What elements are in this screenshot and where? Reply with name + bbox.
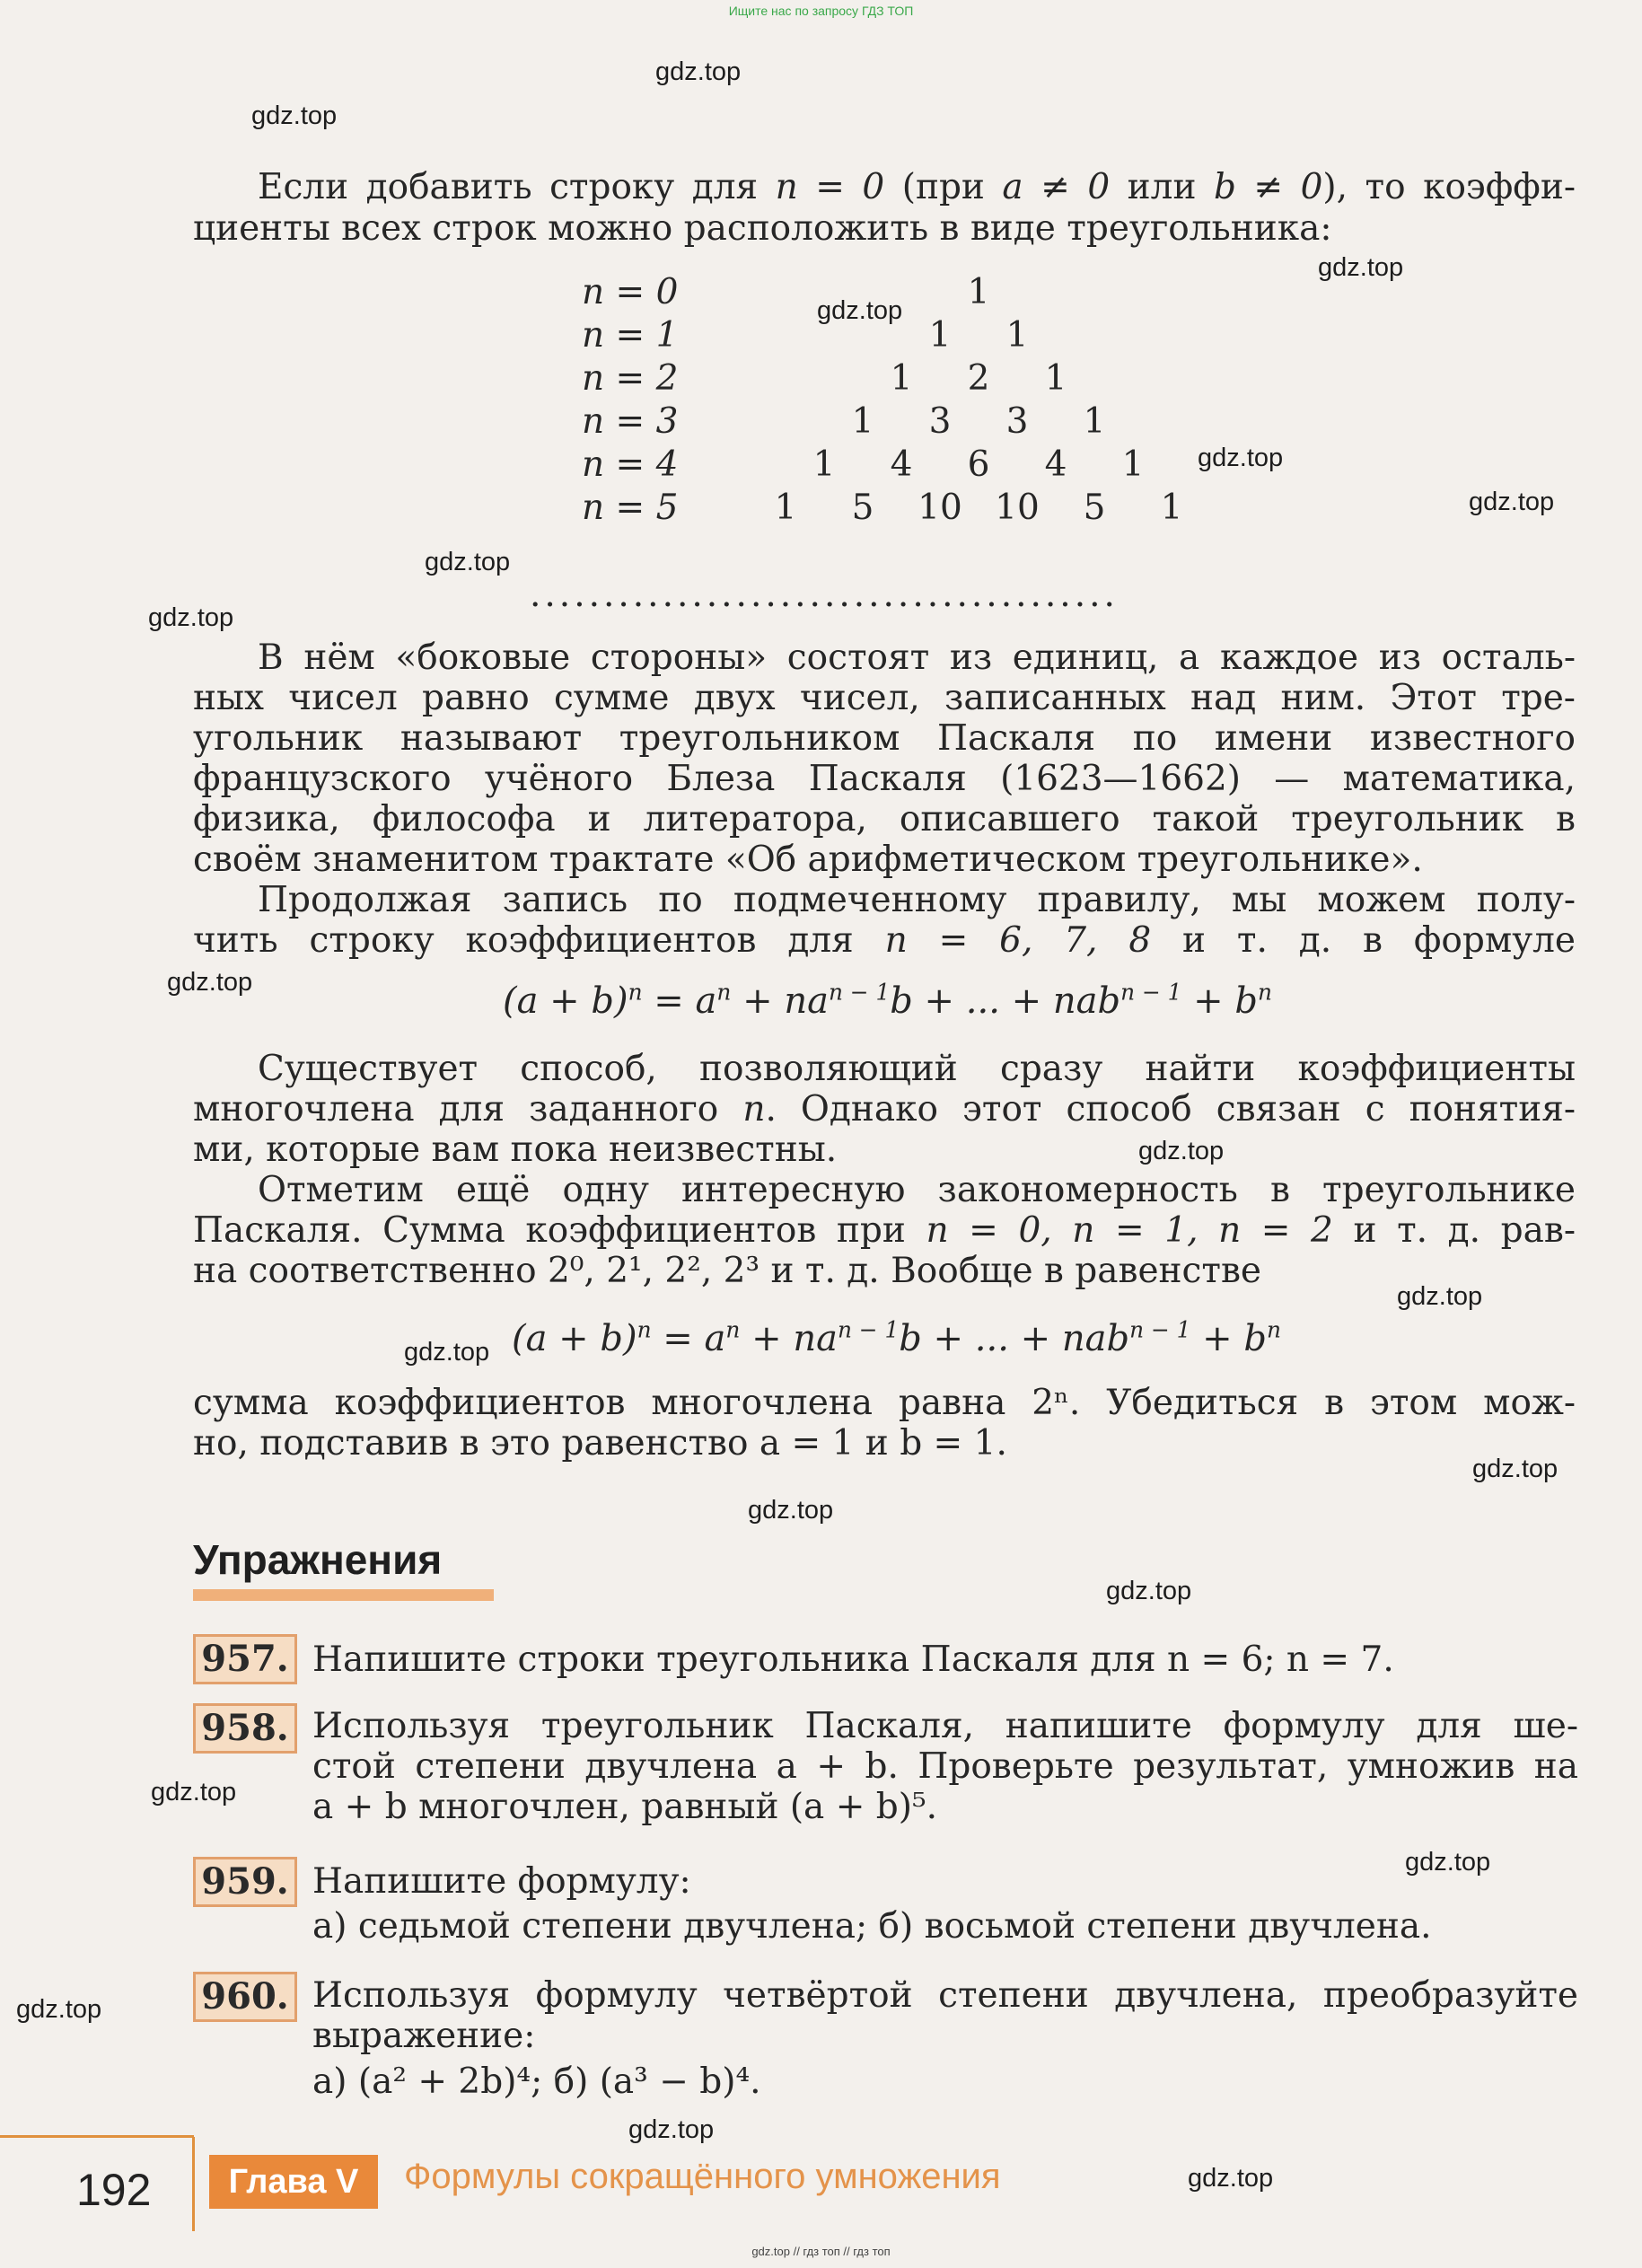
para4-line-3: на соответственно 2⁰, 2¹, 2², 2³ и т. д. Вообще в равенстве <box>193 1251 1261 1291</box>
para1-line: угольник называют треугольником Паскаля по имени известного <box>193 718 1576 759</box>
exercise-text: Используя формулу четвёртой степени двучлена, преобразуйте <box>312 1975 1578 2016</box>
watermark: gdz.top <box>1397 1282 1483 1311</box>
para1-line: французского учёного Блеза Паскаля (1623—1662) — математика, <box>193 759 1576 799</box>
watermark: gdz.top <box>817 296 903 325</box>
para1-line: своём знаменитом трактате «Об арифметическом треугольнике». <box>193 840 1423 880</box>
para1-line: В нём «боковые стороны» состоят из единиц, а каждое из осталь- <box>258 637 1576 678</box>
exercise-number: 958. <box>193 1703 297 1754</box>
para1-line: физика, философа и литератора, описавшего такой треугольник в <box>193 799 1576 840</box>
para4-line-2: Паскаля. Сумма коэффициентов при n = 0, n = 1, n = 2 и т. д. рав- <box>193 1210 1576 1251</box>
watermark: gdz.top <box>748 1496 834 1525</box>
watermark: gdz.top <box>628 2115 715 2144</box>
triangle-dots: ........................................ <box>530 575 1119 615</box>
para3-line-2: многочлена для заданного n. Однако этот способ связан с понятия- <box>193 1089 1576 1130</box>
exercise-text: а) (a² + 2b)⁴; б) (a³ − b)⁴. <box>312 2061 761 2102</box>
binomial-formula-2: $(a + b)^n = a^n + na^{n - 1}b$ + ... + $nab^{n - 1} + b^n$ <box>512 1316 1281 1359</box>
triangle-row-label: n = 3 <box>582 401 679 442</box>
watermark: gdz.top <box>16 1995 102 2024</box>
exercise-text: a + b многочлен, равный (a + b)⁵. <box>312 1787 937 1827</box>
triangle-coefficient: 5 <box>1083 488 1106 528</box>
watermark: gdz.top <box>151 1778 237 1806</box>
para3-line-1: Существует способ, позволяющий сразу найти коэффициенты <box>258 1049 1576 1089</box>
exercise-number: 957. <box>193 1634 297 1684</box>
chapter-label: Глава V <box>209 2155 378 2209</box>
exercise-text: выражение: <box>312 2016 536 2056</box>
triangle-coefficient: 10 <box>918 488 962 528</box>
header-note: Ищите нас по запросу ГДЗ ТОП <box>728 4 914 18</box>
para2-line-1: Продолжая запись по подмеченному правилу, мы можем полу- <box>258 880 1576 920</box>
para4-line-1: Отметим ещё одну интересную закономерность в треугольнике <box>258 1170 1576 1210</box>
para4-line-5: но, подставив в это равенство a = 1 и b = 1. <box>193 1423 1007 1464</box>
intro-line-2: циенты всех строк можно расположить в виде треугольника: <box>193 208 1332 249</box>
watermark: gdz.top <box>167 968 253 997</box>
triangle-coefficient: 1 <box>890 358 913 399</box>
triangle-coefficient: 1 <box>1083 401 1106 442</box>
triangle-coefficient: 4 <box>1044 444 1067 485</box>
triangle-row-label: n = 4 <box>582 444 679 485</box>
triangle-row-label: n = 0 <box>582 272 679 312</box>
page-number: 192 <box>76 2165 152 2215</box>
watermark: gdz.top <box>425 548 511 576</box>
triangle-coefficient: 1 <box>1160 488 1183 528</box>
triangle-row-label: n = 5 <box>582 488 679 528</box>
chapter-title: Формулы сокращённого умножения <box>404 2157 1001 2196</box>
footer-rule <box>0 2135 194 2138</box>
triangle-coefficient: 10 <box>995 488 1040 528</box>
watermark: gdz.top <box>1106 1577 1192 1605</box>
triangle-coefficient: 1 <box>851 401 874 442</box>
triangle-coefficient: 1 <box>1121 444 1145 485</box>
triangle-row-label: n = 2 <box>582 358 679 399</box>
exercises-title: Упражнения <box>193 1536 443 1583</box>
watermark: gdz.top <box>1138 1137 1225 1165</box>
triangle-coefficient: 1 <box>774 488 797 528</box>
exercise-text: Используя треугольник Паскаля, напишите формулу для ше- <box>312 1706 1578 1746</box>
binomial-formula: $(a + b)^n = a^n + na^{n - 1}b$ + ... + $nab^{n - 1} + b^n$ <box>503 979 1272 1022</box>
watermark: gdz.top <box>1198 444 1284 472</box>
triangle-coefficient: 3 <box>1005 401 1029 442</box>
footer-divider <box>192 2137 195 2231</box>
watermark: gdz.top <box>404 1338 490 1367</box>
triangle-coefficient: 1 <box>1005 315 1029 356</box>
intro-line-1: Если добавить строку для n = 0 (при a ≠ 0 или b ≠ 0), то коэффи- <box>258 167 1576 207</box>
exercise-number: 960. <box>193 1972 297 2022</box>
para3-line-3: ми, которые вам пока неизвестны. <box>193 1130 838 1170</box>
watermark: gdz.top <box>1188 2164 1274 2193</box>
triangle-coefficient: 2 <box>967 358 990 399</box>
triangle-coefficient: 4 <box>890 444 913 485</box>
section-underline <box>193 1589 494 1601</box>
watermark: gdz.top <box>1318 253 1404 282</box>
watermark: gdz.top <box>1405 1848 1491 1877</box>
para4-line-4: сумма коэффициентов многочлена равна 2ⁿ. Убедиться в этом мож- <box>193 1383 1576 1423</box>
watermark: gdz.top <box>655 57 742 86</box>
watermark: gdz.top <box>148 603 234 632</box>
exercise-text: Напишите строки треугольника Паскаля для n = 6; n = 7. <box>312 1639 1394 1680</box>
triangle-coefficient: 1 <box>928 315 952 356</box>
watermark: gdz.top <box>1469 488 1555 516</box>
triangle-coefficient: 5 <box>851 488 874 528</box>
triangle-row-label: n = 1 <box>582 315 679 356</box>
triangle-coefficient: 3 <box>928 401 952 442</box>
triangle-coefficient: 1 <box>967 272 990 312</box>
exercise-text: а) седьмой степени двучлена; б) восьмой степени двучлена. <box>312 1906 1432 1947</box>
footer-note: gdz.top // гдз топ // гдз топ <box>751 2245 891 2258</box>
triangle-coefficient: 1 <box>812 444 836 485</box>
watermark: gdz.top <box>251 101 338 130</box>
triangle-coefficient: 6 <box>967 444 990 485</box>
para2-line-2: чить строку коэффициентов для n = 6, 7, 8 и т. д. в формуле <box>193 920 1576 961</box>
exercise-text: Напишите формулу: <box>312 1861 691 1902</box>
watermark: gdz.top <box>1472 1455 1559 1483</box>
triangle-coefficient: 1 <box>1044 358 1067 399</box>
para1-line: ных чисел равно сумме двух чисел, записанных над ним. Этот тре- <box>193 678 1576 718</box>
exercise-text: стой степени двучлена a + b. Проверьте результат, умножив на <box>312 1746 1578 1787</box>
exercise-number: 959. <box>193 1857 297 1907</box>
